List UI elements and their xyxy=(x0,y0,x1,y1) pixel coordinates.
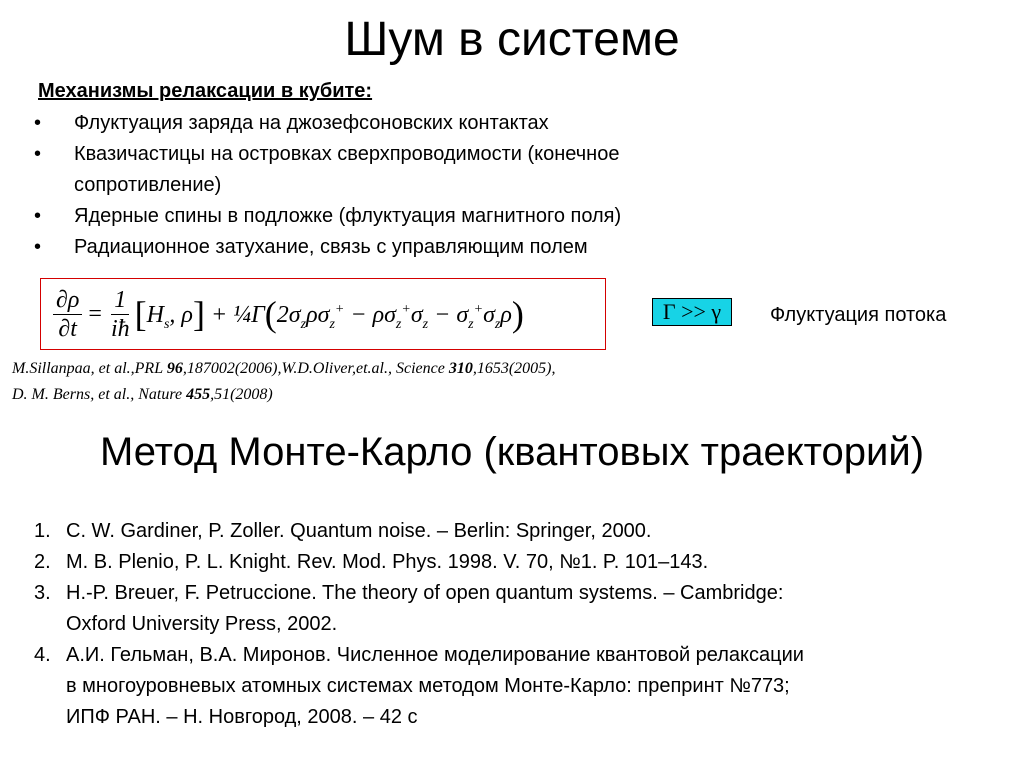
lhs-denominator: ∂t xyxy=(58,315,77,342)
equation-part: σ xyxy=(456,302,469,328)
equation-part: , ρ xyxy=(169,302,193,328)
citation-volume: 96 xyxy=(166,360,183,377)
equation-part: ρ xyxy=(500,302,512,328)
reference-number: 3. xyxy=(34,582,51,604)
equation-part: ρσ xyxy=(306,302,330,328)
citation-volume: 310 xyxy=(448,360,473,377)
reference-text: H.-P. Breuer, F. Petruccione. The theory of open quantum systems. – Cambridge: xyxy=(66,582,784,604)
coef-numerator: 1 xyxy=(111,286,129,315)
equation-part: + xyxy=(401,302,411,317)
citation-text: D. M. Berns, et al., Nature xyxy=(12,386,187,403)
equals-sign: = xyxy=(88,300,102,327)
reference-text: в многоуровневых атомных системах методом Монте-Карло: препринт №773; xyxy=(66,675,790,697)
reference-text: А.И. Гельман, В.А. Миронов. Численное моделирование квантовой релаксации xyxy=(66,644,804,666)
equation-part: − xyxy=(344,302,373,328)
equation-part: + xyxy=(334,302,345,317)
equation-part: ) xyxy=(511,294,524,334)
reference-item xyxy=(34,547,1019,578)
bullet-icon: • xyxy=(34,236,42,258)
mechanism-text: Квазичастицы на островках сверхпроводимости (конечное xyxy=(74,143,620,165)
equation-part: σ xyxy=(410,302,423,328)
reference-list xyxy=(34,516,1019,733)
flux-label: Флуктуация потока xyxy=(770,304,947,326)
bullet-icon: • xyxy=(34,143,42,165)
mechanisms-list xyxy=(34,108,834,263)
coef-denominator: iħ xyxy=(110,315,130,342)
reference-text: M. B. Plenio, P. L. Knight. Rev. Mod. Phys. 1998. V. 70, №1. P. 101–143. xyxy=(66,551,709,573)
reference-text: Oxford University Press, 2002. xyxy=(66,613,338,635)
mechanism-item xyxy=(34,108,834,139)
equation-part: ρσ xyxy=(372,302,396,328)
reference-item xyxy=(34,516,1019,547)
master-equation xyxy=(40,278,606,350)
gamma-condition: Γ >> γ xyxy=(652,298,732,326)
mechanisms-heading: Механизмы релаксации в кубите: xyxy=(38,80,373,102)
equation-part: [ xyxy=(134,294,147,334)
citations xyxy=(12,356,555,408)
citation-text: ,1653(2005), xyxy=(472,360,556,377)
bullet-icon: • xyxy=(34,205,42,227)
equation-part: σ xyxy=(483,302,495,328)
equation-part: ¼Γ xyxy=(233,302,265,328)
citation-line xyxy=(12,356,555,382)
equation-part: + xyxy=(204,302,234,328)
equation-part: + xyxy=(473,302,484,317)
reference-item xyxy=(34,578,1019,640)
bullet-icon: • xyxy=(34,112,42,134)
reference-number: 2. xyxy=(34,551,51,573)
equation-part: 2σ xyxy=(276,302,301,328)
reference-number: 4. xyxy=(34,644,51,666)
citation-text: M.Sillanpaa, et al.,PRL xyxy=(12,360,167,377)
equation-part: H xyxy=(146,302,164,328)
reference-text: ИПФ РАН. – Н. Новгород, 2008. – 42 с xyxy=(66,706,418,728)
slide-title: Шум в системе xyxy=(344,13,680,66)
equation-rhs xyxy=(135,293,524,335)
mechanism-item xyxy=(34,201,834,232)
lhs-fraction xyxy=(53,286,82,343)
mechanism-text: Флуктуация заряда на джозефсоновских контактах xyxy=(74,112,549,134)
citation-volume: 455 xyxy=(186,386,211,403)
equation-part: z xyxy=(468,316,474,332)
mechanism-item xyxy=(34,139,834,201)
coefficient-fraction xyxy=(108,286,133,343)
equation-part: ( xyxy=(264,294,277,334)
equation-part: z xyxy=(395,316,402,332)
equation-part: z xyxy=(422,316,429,332)
equation-part: ] xyxy=(192,294,205,334)
citation-text: ,51(2008) xyxy=(210,386,273,403)
mechanism-text: Радиационное затухание, связь с управляющим полем xyxy=(74,236,588,258)
lhs-numerator: ∂ρ xyxy=(53,286,82,315)
mechanism-text: сопротивление) xyxy=(74,174,222,196)
mechanism-text: Ядерные спины в подложке (флуктуация магнитного поля) xyxy=(74,205,622,227)
reference-text: C. W. Gardiner, P. Zoller. Quantum noise. – Berlin: Springer, 2000. xyxy=(66,520,652,542)
section-subtitle: Метод Монте-Карло (квантовых траекторий) xyxy=(99,430,925,474)
equation-part: z xyxy=(494,316,501,332)
equation-part: z xyxy=(300,316,307,332)
reference-number: 1. xyxy=(34,520,51,542)
citation-text: ,187002(2006),W.D.Oliver,et.al., Science xyxy=(182,360,449,377)
equation-part: − xyxy=(428,302,457,328)
mechanism-item xyxy=(34,232,834,263)
equation-part: z xyxy=(329,316,335,332)
citation-line xyxy=(12,382,555,408)
equation-part: s xyxy=(163,316,170,332)
reference-item xyxy=(34,640,1019,733)
